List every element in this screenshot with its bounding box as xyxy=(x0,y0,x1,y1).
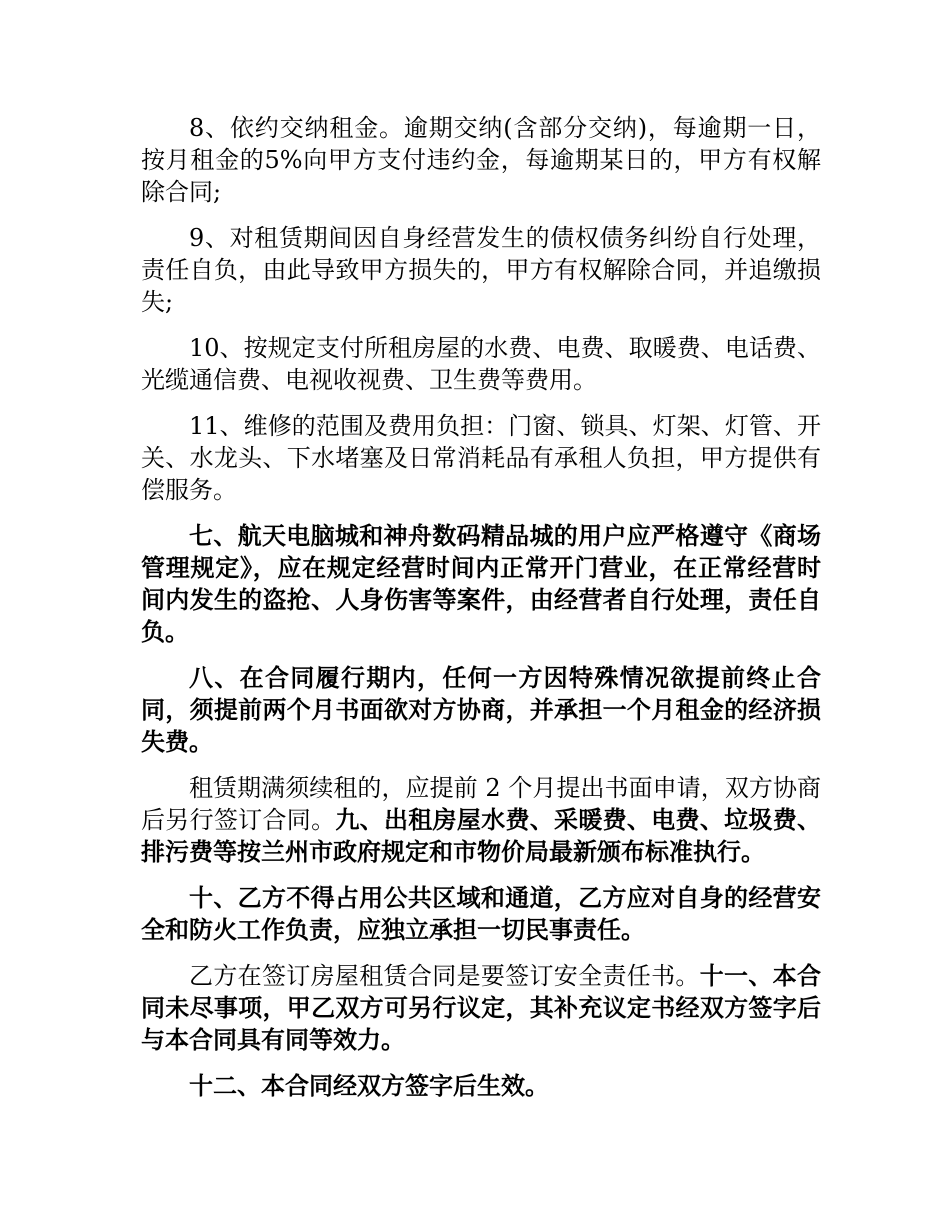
clause-10: 10、按规定支付所租房屋的水费、电费、取暖费、电话费、光缆通信费、电视收视费、卫生费等费用。 xyxy=(141,334,821,394)
article-10: 十、乙方不得占用公共区域和通道，乙方应对自身的经营安全和防火工作负责，应独立承担一切民事责任。 xyxy=(141,883,821,944)
article-9: 九、出租房屋水费、采暖费、电费、垃圾费、排污费等按兰州市政府规定和市物价局最新颁布标准执行。 xyxy=(141,805,822,866)
renewal-and-article-9 xyxy=(141,772,821,868)
safety-text: 乙方在签订房屋租赁合同是要签订安全责任书。 xyxy=(189,962,700,990)
document-body xyxy=(141,112,821,1116)
renewal-text: 租赁期满须续租的，应提前 2 个月提出书面申请，双方协商后另行签订合同。 xyxy=(141,774,821,834)
clause-8: 8、依约交纳租金。逾期交纳(含部分交纳)，每逾期一日，按月租金的5%向甲方支付违约金，每逾期某日的，甲方有权解除合同; xyxy=(141,114,821,206)
clause-9: 9、对租赁期间因自身经营发生的债权债务纠纷自行处理，责任自负，由此导致甲方损失的，甲方有权解除合同，并追缴损失; xyxy=(141,224,821,316)
article-11: 十一、本合同未尽事项，甲乙双方可另行议定，其补充议定书经双方签字后与本合同具有同等效力。 xyxy=(141,961,821,1054)
article-7: 七、航天电脑城和神舟数码精品城的用户应严格遵守《商场管理规定》，应在规定经营时间内正常开门营业，在正常经营时间内发生的盗抢、人身伤害等案件，由经营者自行处理，责任自负。 xyxy=(141,521,821,646)
clause-11: 11、维修的范围及费用负担：门窗、锁具、灯架、灯管、开关、水龙头、下水堵塞及日常消耗品有承租人负担，甲方提供有偿服务。 xyxy=(141,412,821,504)
article-12: 十二、本合同经双方签字后生效。 xyxy=(189,1071,549,1100)
safety-and-article-11 xyxy=(141,960,821,1056)
article-8: 八、在合同履行期内，任何一方因特殊情况欲提前终止合同，须提前两个月书面欲对方协商，并承担一个月租金的经济损失费。 xyxy=(141,663,821,756)
